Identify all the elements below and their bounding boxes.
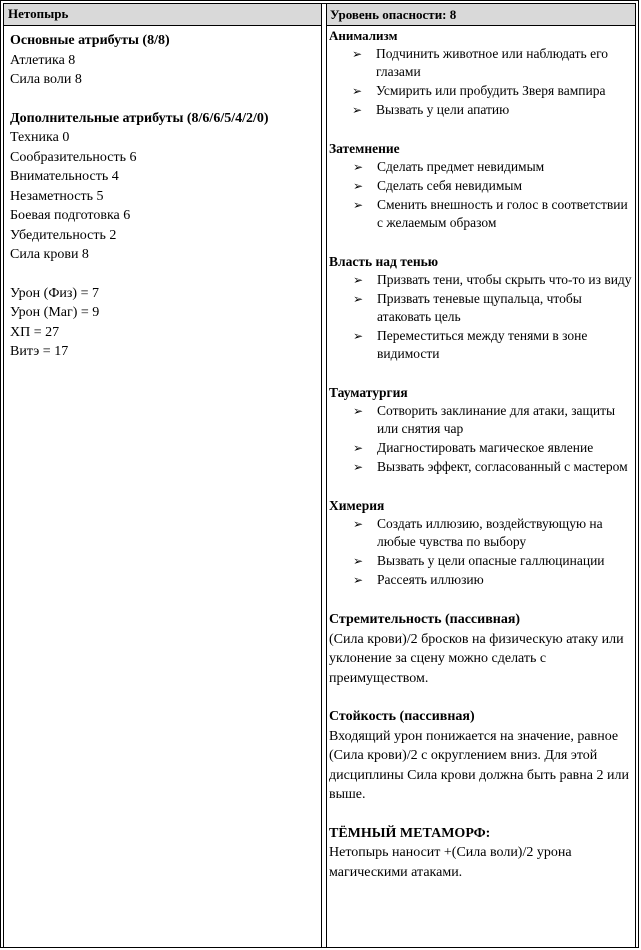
stat-line: Урон (Маг) = 9 — [10, 305, 100, 320]
discipline-title: Анимализм — [329, 28, 398, 43]
discipline-title: Тауматургия — [329, 385, 408, 400]
discipline-list — [329, 271, 637, 363]
main-attribute: Сила воли 8 — [10, 72, 82, 87]
column-divider — [321, 4, 327, 947]
discipline-title: Химерия — [329, 498, 385, 513]
extra-attribute: Внимательность 4 — [10, 169, 119, 184]
extra-attribute: Техника 0 — [10, 130, 70, 145]
metamorph-title: ТЁМНЫЙ МЕТАМОРФ: — [329, 825, 491, 841]
arrow-bullet-icon: ➢ — [353, 329, 364, 343]
metamorph-text: Нетопырь наносит +(Сила воли)/2 урона магическими атаками. — [329, 845, 572, 880]
discipline-title: Затемнение — [329, 141, 400, 156]
arrow-bullet-icon: ➢ — [353, 273, 364, 287]
extra-attribute: Боевая подготовка 6 — [10, 208, 131, 223]
arrow-bullet-icon: ➢ — [352, 84, 363, 98]
list-item: ➢ Диагностировать магическое явление — [353, 440, 594, 455]
list-item: ➢ Сделать себя невидимым — [353, 178, 523, 193]
list-item: ➢ Сменить внешность и голос в соответствии с желаемым образом — [353, 197, 628, 230]
list-item: ➢ Сделать предмет невидимым — [353, 159, 545, 174]
list-item: ➢ Сотворить заклинание для атаки, защиты или снятия чар — [353, 403, 616, 436]
disciplines-column — [329, 27, 637, 882]
arrow-bullet-icon: ➢ — [353, 404, 364, 418]
discipline-list — [329, 45, 637, 119]
extra-attribute: Сила крови 8 — [10, 247, 89, 262]
arrow-bullet-icon: ➢ — [353, 179, 364, 193]
arrow-bullet-icon: ➢ — [353, 517, 364, 531]
extra-attribute: Незаметность 5 — [10, 188, 104, 204]
passive-text: (Сила крови)/2 бросков на физическую атаку или уклонение за сцену можно сделать с преимуществом. — [329, 631, 624, 686]
table-frame — [3, 3, 636, 947]
arrow-bullet-icon: ➢ — [353, 573, 364, 587]
list-item: ➢ Вызвать эффект, согласованный с мастером — [353, 459, 628, 474]
passive-text: Входящий урон понижается на значение, равное (Сила крови)/2 с округлением вниз. Для этой дисциплины Сила крови должна быть равна 2 или выше. — [329, 728, 629, 802]
creature-name: Нетопырь — [8, 6, 69, 21]
arrow-bullet-icon: ➢ — [353, 441, 364, 455]
list-item: ➢ Усмирить или пробудить Зверя вампира — [352, 83, 606, 98]
discipline-list — [329, 515, 637, 589]
stat-line: Витэ = 17 — [10, 344, 69, 359]
discipline-title: Власть над тенью — [329, 254, 439, 269]
arrow-bullet-icon: ➢ — [353, 460, 364, 474]
list-item: ➢ Призвать тени, чтобы скрыть что-то из виду — [353, 272, 632, 287]
arrow-bullet-icon: ➢ — [353, 554, 364, 568]
danger-level: Уровень опасности: 8 — [330, 7, 457, 22]
extra-attribute: Сообразительность 6 — [10, 149, 137, 165]
passive-title: Стремительность (пассивная) — [329, 612, 521, 627]
arrow-bullet-icon: ➢ — [353, 292, 364, 306]
arrow-bullet-icon: ➢ — [353, 198, 364, 212]
stat-line: Урон (Физ) = 7 — [10, 285, 99, 301]
list-item: ➢ Вызвать у цели апатию — [352, 102, 510, 117]
main-attribute: Атлетика 8 — [10, 52, 76, 68]
arrow-bullet-icon: ➢ — [353, 160, 364, 174]
list-item: ➢ Подчинить животное или наблюдать его глазами — [352, 46, 609, 79]
discipline-list — [329, 158, 637, 232]
passive-title: Стойкость (пассивная) — [329, 709, 475, 724]
list-item: ➢ Вызвать у цели опасные галлюцинации — [353, 553, 605, 568]
list-item: ➢ Рассеять иллюзию — [353, 572, 484, 587]
list-item: ➢ Переместиться между тенями в зоне видимости — [353, 328, 588, 361]
list-item: ➢ Создать иллюзию, воздействующую на любые чувства по выбору — [353, 516, 603, 549]
extra-attribute: Убедительность 2 — [10, 227, 117, 243]
discipline-list — [329, 402, 637, 476]
attributes-column — [10, 31, 315, 362]
arrow-bullet-icon: ➢ — [352, 47, 363, 61]
stat-line: ХП = 27 — [10, 324, 60, 340]
arrow-bullet-icon: ➢ — [352, 103, 363, 117]
main-attributes-title: Основные атрибуты (8/8) — [10, 33, 170, 48]
extra-attributes-title: Дополнительные атрибуты (8/6/6/5/4/2/0) — [10, 110, 269, 126]
list-item: ➢ Призвать теневые щупальца, чтобы атаковать цель — [353, 291, 582, 324]
table-header — [4, 4, 635, 26]
